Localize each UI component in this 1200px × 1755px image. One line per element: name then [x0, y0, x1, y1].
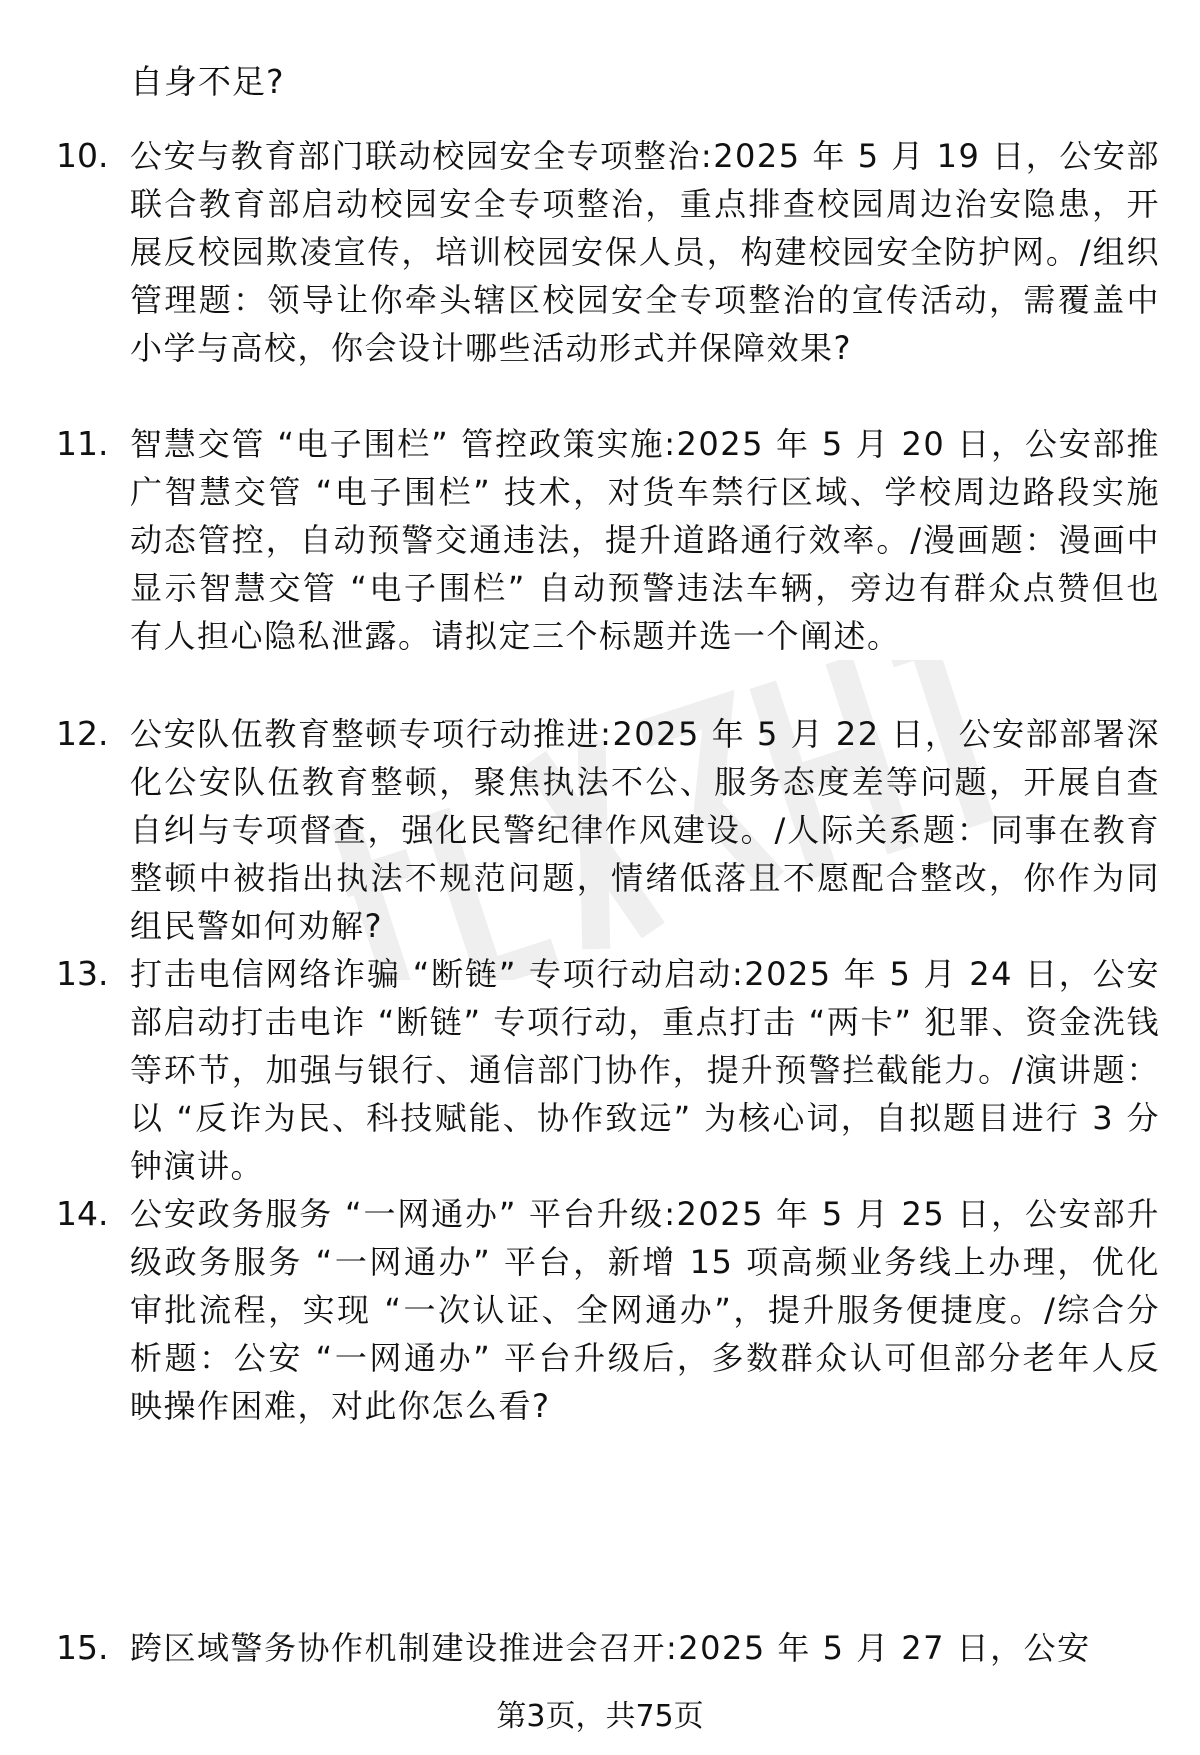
item-number: 13.	[56, 954, 109, 993]
item-number: 11.	[56, 424, 109, 463]
item-text: 公安与教育部门联动校园安全专项整治:2025 年 5 月 19 日，公安部联合教育部启动校园安全专项整治，重点排查校园周边治安隐患，开展反校园欺凌宣传，培训校园安保人员，构建校园安全防护网。/组织管理题：领导让你牵头辖区校园安全专项整治的宣传活动，需覆盖中小学与高校，你会设计哪些活动形式并保障效果?	[130, 137, 1160, 367]
item-text: 跨区域警务协作机制建设推进会召开:2025 年 5 月 27 日，公安	[130, 1629, 1091, 1667]
item-number: 15.	[56, 1628, 109, 1667]
page-footer: 第3页，共75页	[496, 1699, 704, 1734]
item-text: 公安队伍教育整顿专项行动推进:2025 年 5 月 22 日，公安部部署深化公安队伍教育整顿，聚焦执法不公、服务态度差等问题，开展自查自纠与专项督查，强化民警纪律作风建设。/人际关系题：同事在教育整顿中被指出执法不规范问题，情绪低落且不愿配合整改，你作为同组民警如何劝解?	[130, 715, 1160, 945]
item-text: 打击电信网络诈骗 “断链” 专项行动启动:2025 年 5 月 24 日，公安部启动打击电诈 “断链” 专项行动，重点打击 “两卡” 犯罪、资金洗钱等环节，加强与银行、通信部门协作，提升预警拦截能力。/演讲题：以 “反诈为民、科技赋能、协作致远” 为核心词，自拟题目进行 3 分钟演讲。	[130, 955, 1160, 1185]
item-text: 公安政务服务 “一网通办” 平台升级:2025 年 5 月 25 日，公安部升级政务服务 “一网通办” 平台，新增 15 项高频业务线上办理，优化审批流程，实现 “一次认证、全网通办”，提升服务便捷度。/综合分析题：公安 “一网通办” 平台升级后，多数群众认可但部分老年人反映操作困难，对此你怎么看?	[130, 1195, 1160, 1425]
item-number: 10.	[56, 136, 109, 175]
continuation-text: 自身不足?	[130, 62, 285, 101]
item-number: 12.	[56, 714, 109, 753]
item-text: 智慧交管 “电子围栏” 管控政策实施:2025 年 5 月 20 日，公安部推广智慧交管 “电子围栏” 技术，对货车禁行区域、学校周边路段实施动态管控，自动预警交通违法，提升道路通行效率。/漫画题：漫画中显示智慧交管 “电子围栏” 自动预警违法车辆，旁边有群众点赞但也有人担心隐私泄露。请拟定三个标题并选一个阐述。	[130, 425, 1160, 655]
item-number: 14.	[56, 1194, 109, 1233]
